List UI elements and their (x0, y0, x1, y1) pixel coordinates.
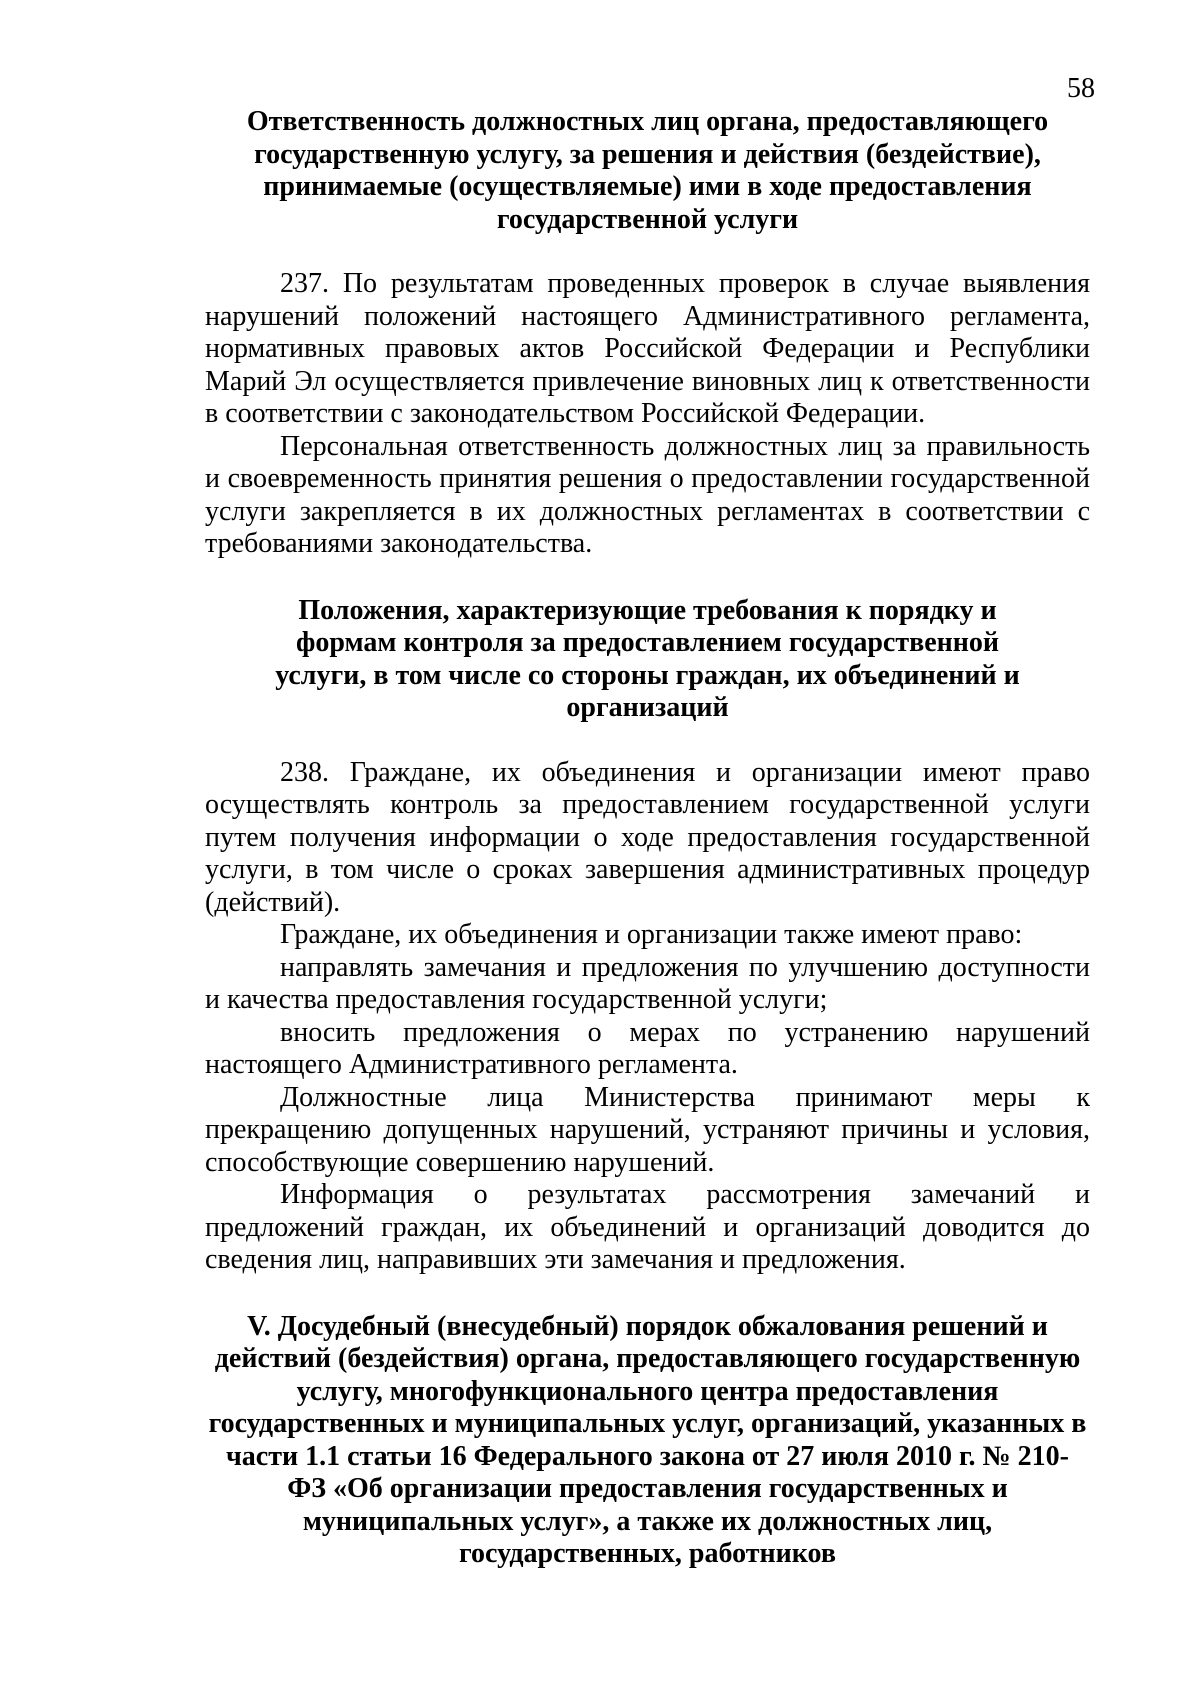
paragraph-make-proposals: вносить предложения о мерах по устранению нарушений настоящего Административного регламента. (205, 1016, 1090, 1080)
section-heading-control: Положения, характеризующие требования к порядку и формам контроля за предоставлением государственной услуги, в том числе со стороны граждан, их объединений и организаций (275, 594, 1020, 723)
paragraph-238: 238. Граждане, их объединения и организации имеют право осуществлять контроль за предоставлением государственной услуги путем получения информации о ходе предоставления государственной услуги, в том числе о сроках завершения административных процедур (действий). (205, 756, 1090, 918)
page-number: 58 (1067, 73, 1095, 104)
section-heading-appeal: V. Досудебный (внесудебный) порядок обжалования решений и действий (бездействия) органа, предоставляющего государственную услугу, многофункционального центра предоставления государственных и муниципальных услуг, организаций, указанных в части 1.1 статьи 16 Федерального закона от 27 июля 2010 г. № 210-ФЗ «Об организации предоставления государственных и муниципальных услуг», а также их должностных лиц, государственных, работников (208, 1310, 1087, 1569)
paragraph-personal-responsibility: Персональная ответственность должностных лиц за правильность и своевременность принятия решения о предоставлении государственной услуги закрепляется в их должностных регламентах в соответствии с требованиями законодательства. (205, 430, 1090, 559)
paragraph-send-remarks: направлять замечания и предложения по улучшению доступности и качества предоставления государственной услуги; (205, 951, 1090, 1015)
paragraph-officials-measures: Должностные лица Министерства принимают меры к прекращению допущенных нарушений, устраняют причины и условия, способствующие совершению нарушений. (205, 1081, 1090, 1178)
document-page (205, 70, 1090, 1571)
paragraph-citizens-rights: Граждане, их объединения и организации также имеют право: (280, 919, 1023, 950)
paragraph-information-results: Информация о результатах рассмотрения замечаний и предложений граждан, их объединений и организаций доводится до сведения лиц, направивших эти замечания и предложения. (205, 1179, 1090, 1275)
section-appeal (205, 1311, 1090, 1571)
section-control (205, 595, 1090, 1277)
section-heading-responsibility: Ответственность должностных лиц органа, предоставляющего государственную услугу, за решения и действия (бездействие), принимаемые (осуществляемые) ими в ходе предоставления государственной услуги (246, 106, 1049, 235)
paragraph-237: 237. По результатам проведенных проверок в случае выявления нарушений положений настоящего Административного регламента, нормативных правовых актов Российской Федерации и Республики Марий Эл осуществляется привлечение виновных лиц к ответственности в соответствии с законодательством Российской Федерации. (205, 268, 1090, 429)
section-responsibility (205, 106, 1090, 561)
